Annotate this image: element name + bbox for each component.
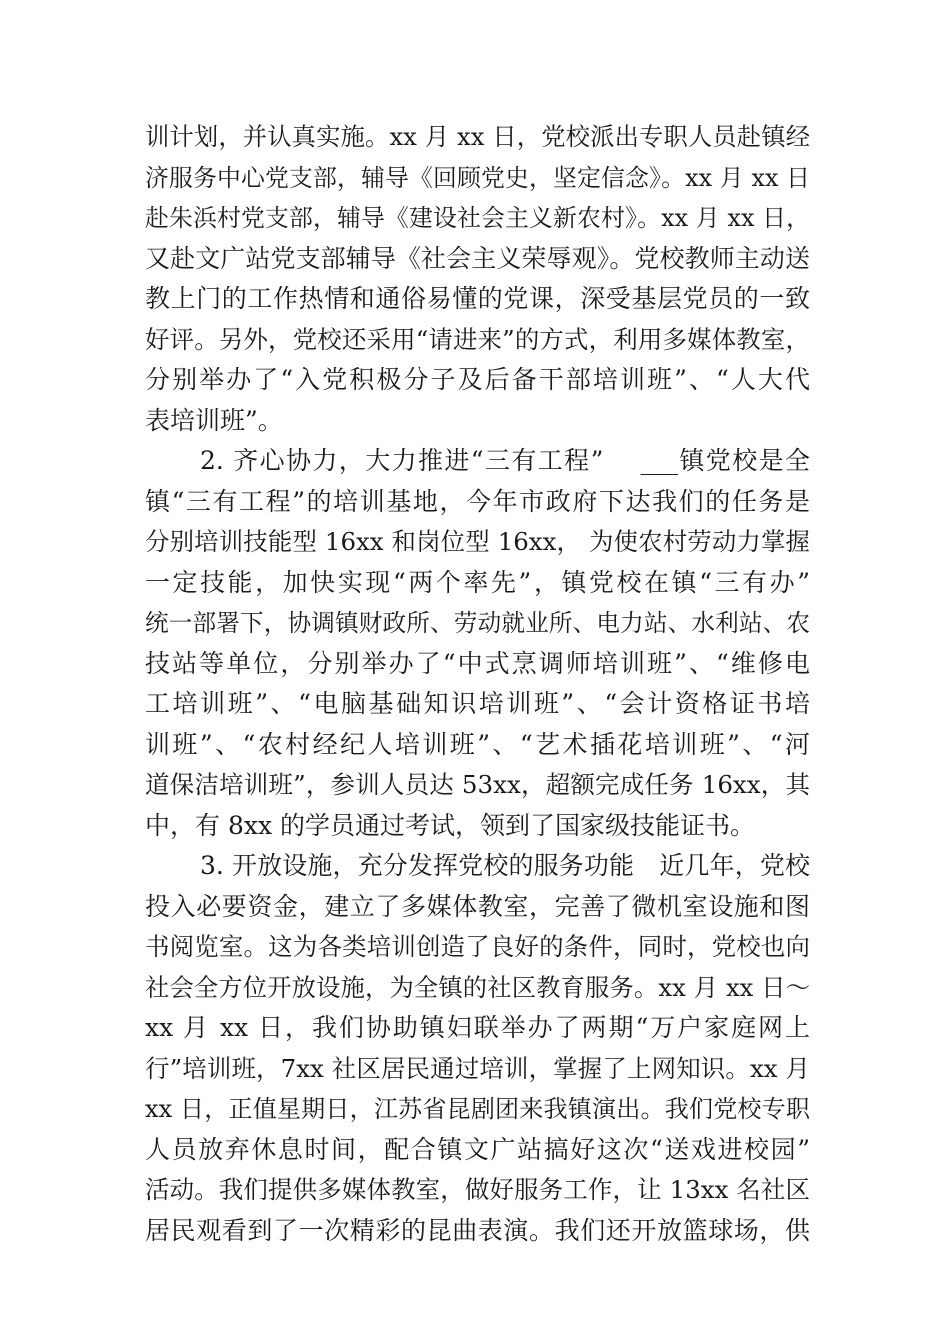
text-line: 分别举办了“入党积极分子及后备干部培训班”、“人大代 — [145, 365, 810, 394]
text-line: 人员放弃休息时间，配合镇文广站搞好这次“送戏进校园” — [145, 1134, 810, 1164]
text-line: 训班”、“农村经纪人培训班”、“艺术插花培训班”、“河 — [145, 729, 810, 759]
text-line: 分别培训技能型 16xx 和岗位型 16xx， 为使农村劳动力掌握 — [145, 527, 810, 556]
text-line: 活动。我们提供多媒体教室，做好服务工作，让 13xx 名社区 — [145, 1175, 810, 1204]
text-line: 投入必要资金，建立了多媒体教室，完善了微机室设施和图 — [145, 891, 810, 921]
text-line: xx 日，正值星期日，江苏省昆剧团来我镇演出。我们党校专职 — [145, 1095, 810, 1123]
text-line: 工培训班”、“电脑基础知识培训班”、“会计资格证书培 — [145, 689, 810, 718]
paragraph-1 — [145, 117, 810, 441]
paragraph-3 — [145, 846, 810, 1251]
text-line: 训计划，并认真实施。xx 月 xx 日，党校派出专职人员赴镇经 — [145, 122, 810, 151]
text-line: 中，有 8xx 的学员通过考试，领到了国家级技能证书。 — [145, 810, 755, 840]
text-line: 统一部署下，协调镇财政所、劳动就业所、电力站、水利站、农 — [145, 609, 810, 637]
text-line: 又赴文广站党支部辅导《社会主义荣辱观》。党校教师主动送 — [145, 243, 810, 273]
text-line: 居民观看到了一次精彩的昆曲表演。我们还开放篮球场，供 — [145, 1215, 810, 1245]
text-line: 赴朱浜村党支部，辅导《建设社会主义新农村》。xx 月 xx 日， — [145, 204, 810, 232]
text-line: 镇“三有工程”的培训基地，今年市政府下达我们的任务是 — [145, 486, 810, 516]
text-line: 教上门的工作热情和通俗易懂的党课，深受基层党员的一致 — [145, 284, 810, 313]
text-line: 社会全方位开放设施，为全镇的社区教育服务。xx 月 xx 日～ — [145, 972, 810, 1002]
text-line: 济服务中心党支部，辅导《回顾党史，坚定信念》。xx 月 xx 日 — [145, 163, 810, 192]
paragraph-2 — [145, 441, 810, 846]
section-heading-line: 2. 齐心协力，大力推进“三有工程” ___镇党校是全 — [200, 446, 810, 475]
text-line: 书阅览室。这为各类培训创造了良好的条件，同时，党校也向 — [145, 932, 810, 961]
text-line: 一定技能，加快实现“两个率先”，镇党校在镇“三有办” — [145, 567, 810, 597]
document-body — [145, 117, 810, 1251]
text-line: 行”培训班，7xx 社区居民通过培训，掌握了上网知识。xx 月 — [145, 1053, 810, 1083]
text-line: xx 月 xx 日，我们协助镇妇联举办了两期“万户家庭网上 — [145, 1013, 810, 1042]
text-line: 道保洁培训班”，参训人员达 53xx，超额完成任务 16xx，其 — [145, 770, 810, 799]
text-line: 技站等单位，分别举办了“中式烹调师培训班”、“维修电 — [145, 648, 810, 678]
section-heading-line: 3. 开放设施，充分发挥党校的服务功能 近几年，党校 — [200, 851, 810, 880]
text-line: 好评。另外，党校还采用“请进来”的方式，利用多媒体教室， — [145, 324, 810, 354]
text-line: 表培训班”。 — [145, 405, 283, 435]
